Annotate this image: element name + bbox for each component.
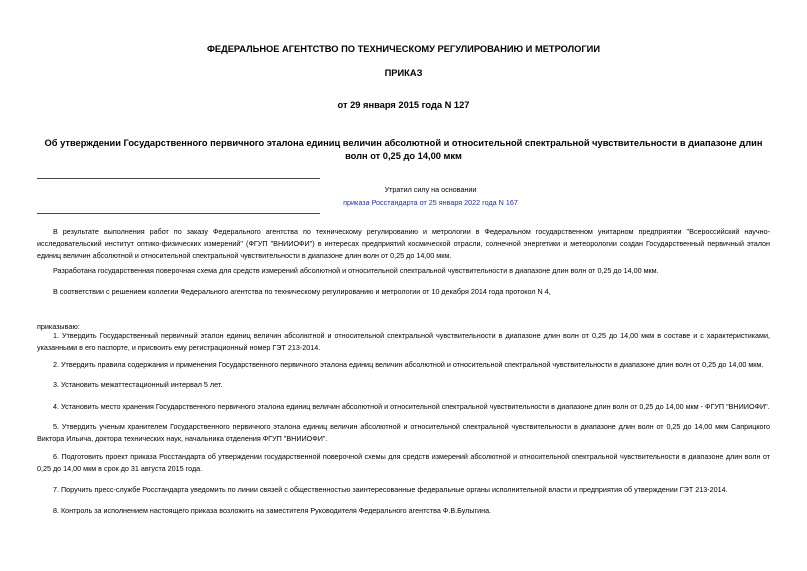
- list-item: 7. Поручить пресс-службе Росстандарта уведомить по линии связей с общественностью заинтересованные федеральные органы исполнительной власти и предприятия об утверждении ГЭТ 213-2014.: [53, 485, 728, 494]
- list-item: 3. Установить межаттестационный интервал 5 лет.: [53, 380, 223, 389]
- paragraph-scheme: Разработана государственная поверочная схема для средств измерений абсолютной и относительной спектральной чувствительности в диапазоне длин волн от 0,25 до 14,00 мкм.: [53, 266, 659, 275]
- status-note-link[interactable]: приказа Росстандарта от 25 января 2022 года N 167: [343, 197, 518, 207]
- status-note-text: Утратил силу на основании: [384, 185, 477, 194]
- list-item: 8. Контроль за исполнением настоящего приказа возложить на заместителя Руководителя Федерального агентства Ф.В.Булыгина.: [53, 506, 492, 515]
- list-item: 2. Утвердить правила содержания и применения Государственного первичного эталона единиц величин абсолютной и относительной спектральной чувствительности в диапазоне длин волн от 0,25 до 14,00 мкм.: [53, 360, 764, 369]
- list-item: 4. Установить место хранения Государственного первичного эталона единиц величин абсолютной и относительной спектральной чувствительности в диапазоне длин волн от 0,25 до 14,00 мкм - ФГУП "ВНИИОФИ".: [53, 402, 770, 411]
- paragraph-decision: В соответствии с решением коллегии Федерального агентства по техническому регулированию и метрологии от 10 декабря 2014 года протокол N 4,: [53, 287, 551, 296]
- list-item: 5. Утвердить ученым хранителем Государственного первичного эталона единиц величин абсолютной и относительной спектральной чувствительности в диапазоне длин волн от 0,25 до 14,00 мкм Саприцкого Виктора Ильича, доктора технических наук, начальника отделения ФГУП "ВНИИОФИ".: [37, 422, 770, 443]
- list-item: 6. Подготовить проект приказа Росстандарта об утверждении государственной поверочной схемы для средств измерений абсолютной и относительной спектральной чувствительности в диапазоне длин волн от 0,25 до 14,00 мкм в срок до 31 августа 2015 года.: [37, 452, 770, 473]
- paragraph-intro: В результате выполнения работ по заказу Федерального агентства по техническому регулированию и метрологии в Федеральном государственном унитарном предприятии "Всероссийский научно-исследовательский институт оптико-физических измерений" (ФГУП "ВНИИОФИ") в интересах предприятий космической отрасли, солнечной энергетики и метеорологии создан Государственный первичный эталон единиц величин абсолютной и относительной спектральной чувствительности в диапазоне длин волн от 0,25 до 14,00 мкм.: [37, 227, 770, 260]
- divider-top: [37, 178, 320, 179]
- list-item: 1. Утвердить Государственный первичный эталон единиц величин абсолютной и относительной спектральной чувствительности в диапазоне длин волн от 0,25 до 14,00 мкм в составе и с характеристиками, указанными в его паспорте, и присвоить ему регистрационный номер ГЭТ 213-2014.: [37, 331, 770, 352]
- order-word: приказываю:: [37, 322, 80, 331]
- document-title: Об утверждении Государственного первичного эталона единиц величин абсолютной и относительной спектральной чувствительности в диапазоне длин волн от 0,25 до 14,00 мкм: [44, 138, 763, 161]
- date-number: от 29 января 2015 года N 127: [337, 100, 470, 110]
- status-note: [37, 184, 807, 209]
- document-type: ПРИКАЗ: [384, 68, 423, 78]
- agency-heading: ФЕДЕРАЛЬНОЕ АГЕНТСТВО ПО ТЕХНИЧЕСКОМУ РЕГУЛИРОВАНИЮ И МЕТРОЛОГИИ: [206, 44, 601, 54]
- divider-bottom: [37, 213, 320, 214]
